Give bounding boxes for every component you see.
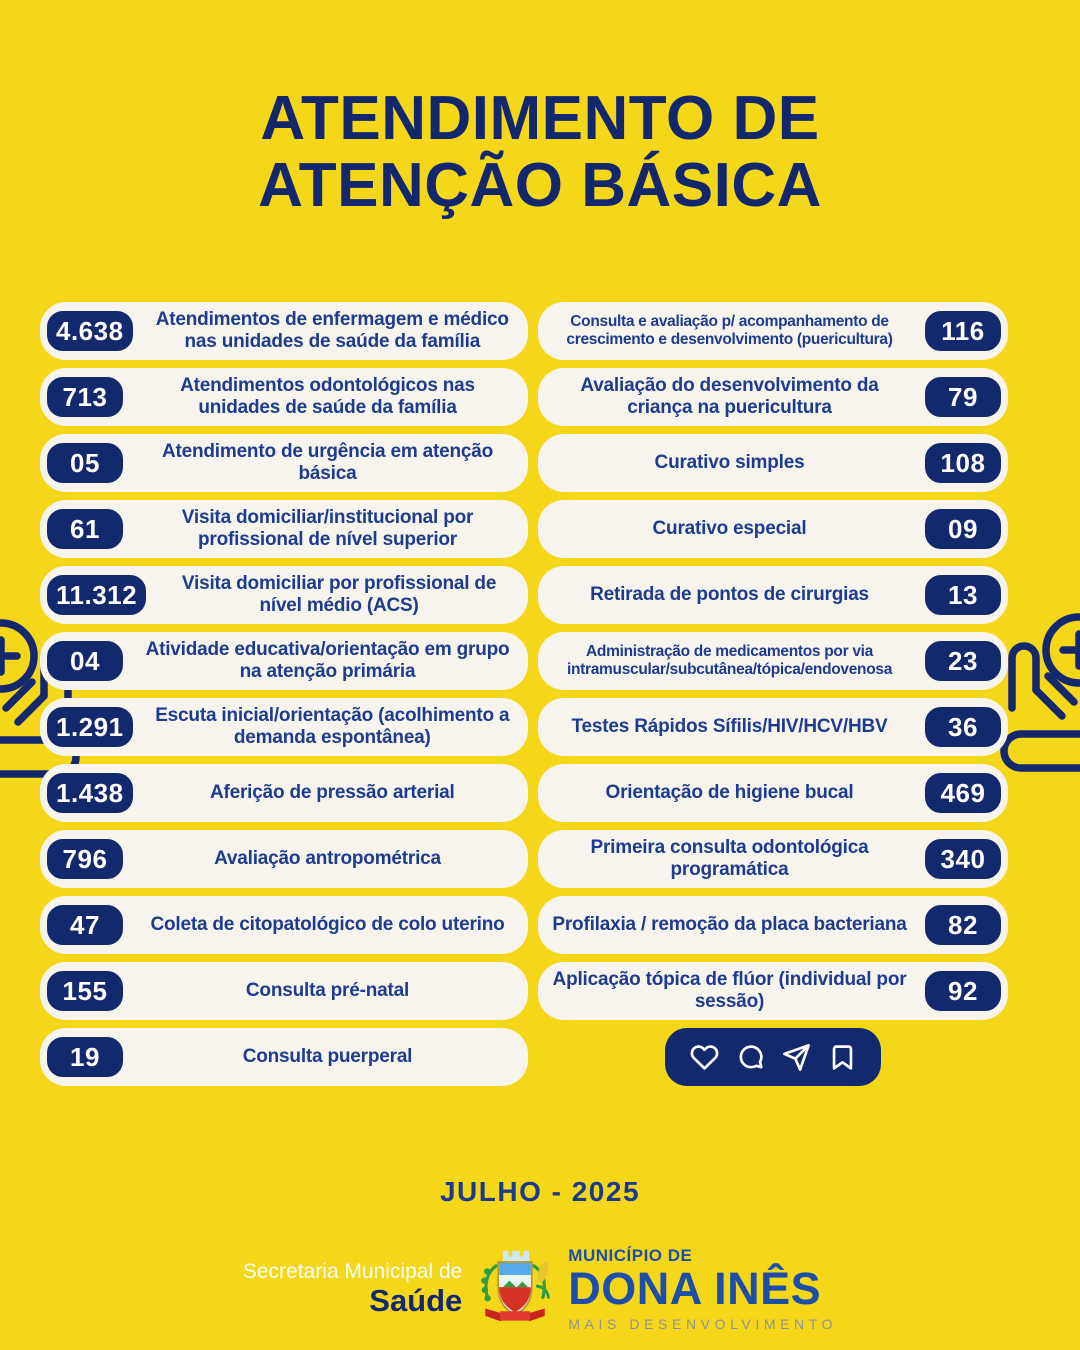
stat-label: Testes Rápidos Sífilis/HIV/HCV/HBV: [571, 716, 888, 738]
stat-value-badge: 92: [921, 967, 1005, 1015]
stats-column-right: [538, 302, 1008, 1086]
page-title-line1: ATENDIMENTO DE: [260, 84, 820, 153]
stat-row: [538, 302, 1008, 360]
period-label: JULHO - 2025: [439, 1176, 641, 1207]
stat-row: [538, 368, 1008, 426]
stat-row: [40, 632, 528, 690]
stat-row: [40, 764, 528, 822]
stat-value-badge: 19: [43, 1033, 127, 1081]
stat-value-badge: 4.638: [43, 307, 137, 355]
stat-label: Curativo simples: [654, 452, 805, 474]
stat-value-badge: 47: [43, 901, 127, 949]
stat-label: Retirada de pontos de cirurgias: [590, 584, 869, 606]
stat-value-badge: 09: [921, 505, 1005, 553]
municipality-crest-logo: [476, 1246, 554, 1332]
footer: [0, 1246, 1080, 1332]
stat-label: Escuta inicial/orientação (acolhimento a demanda espontânea): [155, 705, 510, 748]
stat-label: Aferição de pressão arterial: [209, 782, 455, 804]
stat-row: [538, 566, 1008, 624]
stat-row: [538, 962, 1008, 1020]
stat-label: Visita domiciliar/institucional por profissional de nível superior: [181, 507, 474, 550]
stat-row: [538, 434, 1008, 492]
stat-row: [40, 368, 528, 426]
comment-icon[interactable]: [736, 1043, 765, 1072]
stat-label: Primeira consulta odontológica programática: [590, 837, 869, 880]
stat-row: [538, 896, 1008, 954]
municipality-block: [568, 1246, 837, 1332]
stat-value-badge: 116: [921, 307, 1005, 355]
municipality-name: DONA INÊS: [568, 1263, 822, 1315]
stat-row: [538, 500, 1008, 558]
stat-row: [538, 830, 1008, 888]
stat-row: [538, 698, 1008, 756]
stat-row: [40, 962, 528, 1020]
stat-label: Avaliação antropométrica: [214, 848, 441, 870]
stat-value-badge: 36: [921, 703, 1005, 751]
stat-label: Atendimentos de enfermagem e médico nas unidades de saúde da família: [155, 309, 509, 352]
stat-value-badge: 23: [921, 637, 1005, 685]
stat-label: Aplicação tópica de flúor (individual por sessão): [552, 969, 907, 1012]
stat-label: Coleta de citopatológico de colo uterino: [150, 914, 505, 936]
stat-row: [40, 830, 528, 888]
stat-label: Consulta pré-natal: [245, 980, 410, 1002]
stat-value-badge: 61: [43, 505, 127, 553]
stat-row: [40, 302, 528, 360]
stat-label: Curativo especial: [652, 518, 807, 540]
stat-label: Atendimentos odontológicos nas unidades de saúde da família: [180, 375, 475, 418]
stat-label: Consulta puerperal: [242, 1046, 413, 1068]
stat-value-badge: 1.291: [43, 703, 137, 751]
stat-label: Orientação de higiene bucal: [605, 782, 854, 804]
stat-value-badge: 04: [43, 637, 127, 685]
social-actions-pill: [665, 1028, 881, 1086]
share-icon[interactable]: [782, 1043, 811, 1072]
stat-row: [40, 698, 528, 756]
stat-value-badge: 108: [921, 439, 1005, 487]
stat-value-badge: 340: [921, 835, 1005, 883]
stat-label: Profilaxia / remoção da placa bacteriana: [552, 914, 907, 936]
municipality-tagline: MAIS DESENVOLVIMENTO: [568, 1315, 838, 1332]
stat-label: Atendimento de urgência em atenção básica: [161, 441, 494, 484]
stat-row: [40, 566, 528, 624]
page-title-line2: ATENÇÃO BÁSICA: [258, 150, 822, 220]
municipality-label: MUNICÍPIO DE: [568, 1246, 693, 1266]
bookmark-icon[interactable]: [828, 1043, 857, 1072]
stat-value-badge: 713: [43, 373, 127, 421]
stat-row: [40, 896, 528, 954]
stat-value-badge: 155: [43, 967, 127, 1015]
stat-row: [40, 1028, 528, 1086]
stats-column-left: [40, 302, 528, 1086]
stat-label: Visita domiciliar por profissional de nível médio (ACS): [181, 573, 497, 616]
heart-icon[interactable]: [690, 1043, 719, 1072]
secretariat-line1: Secretaria Municipal de: [242, 1259, 463, 1283]
stat-row: [538, 764, 1008, 822]
secretariat-block: [243, 1260, 462, 1318]
stat-value-badge: 1.438: [43, 769, 137, 817]
social-actions-bar: [538, 1028, 1008, 1086]
stat-value-badge: 469: [921, 769, 1005, 817]
stat-value-badge: 11.312: [43, 571, 150, 619]
secretariat-line2: Saúde: [369, 1283, 463, 1319]
stat-value-badge: 79: [921, 373, 1005, 421]
stat-row: [538, 632, 1008, 690]
stat-value-badge: 13: [921, 571, 1005, 619]
stat-label: Consulta e avaliação p/ acompanhamento de crescimento e desenvolvimento (puericultura): [566, 313, 893, 348]
stat-label: Administração de medicamentos por via intramuscular/subcutânea/tópica/endovenosa: [566, 643, 893, 678]
stat-value-badge: 796: [43, 835, 127, 883]
stat-row: [40, 500, 528, 558]
stat-value-badge: 82: [921, 901, 1005, 949]
stat-row: [40, 434, 528, 492]
stat-value-badge: 05: [43, 439, 127, 487]
stat-label: Atividade educativa/orientação em grupo na atenção primária: [145, 639, 510, 682]
stat-label: Avaliação do desenvolvimento da criança na puericultura: [580, 375, 879, 418]
page-title: [0, 86, 1080, 220]
